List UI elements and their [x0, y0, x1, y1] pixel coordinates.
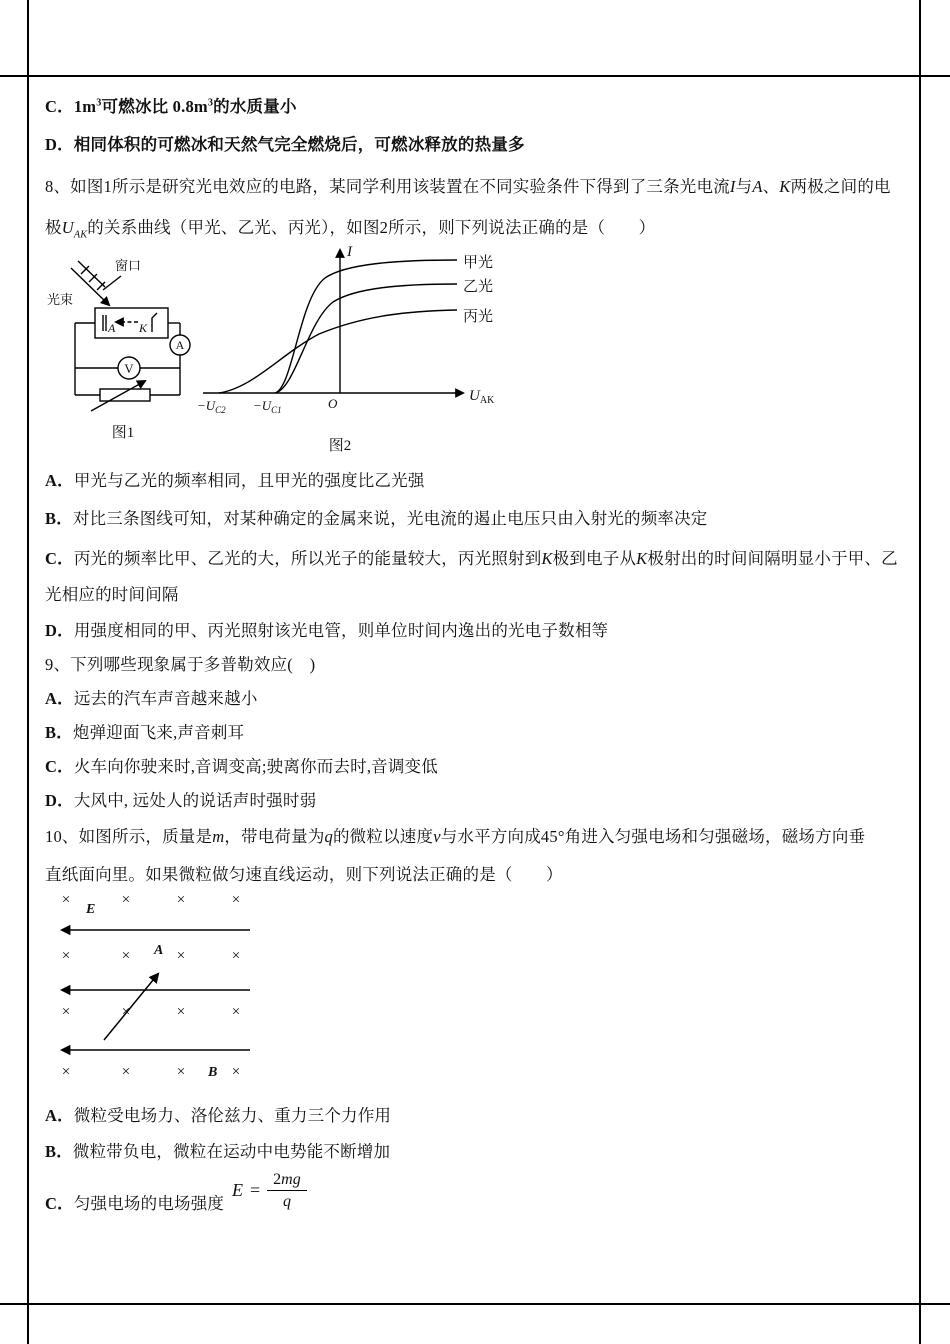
text-segment: 3 — [207, 97, 214, 109]
cross-icon: × — [176, 892, 186, 908]
text-segment: 甲光与乙光的频率相同，且甲光的强度比乙光强 — [73, 471, 425, 490]
text-segment: 极 — [45, 218, 62, 237]
option-c-prev — [45, 96, 297, 118]
point-a-label: A — [154, 943, 164, 958]
q8-option-a — [45, 470, 425, 492]
curve-yi — [275, 284, 457, 393]
text-segment: B． — [45, 723, 73, 742]
text-segment: B． — [45, 1142, 73, 1161]
cross-icon: × — [176, 1064, 186, 1080]
page-border-top — [0, 75, 950, 77]
cross-icon: × — [121, 1004, 131, 1020]
figure-2-caption: 图2 — [328, 438, 352, 454]
page-border-right — [919, 0, 921, 1344]
text-segment: 光相应的时间间隔 — [45, 585, 179, 604]
text-segment: C． — [45, 97, 74, 116]
q8-option-c-line-1 — [45, 548, 898, 570]
ammeter-label: A — [175, 338, 185, 352]
figure-1-caption: 图1 — [111, 425, 135, 441]
q9-option-a — [45, 688, 258, 710]
tick-uc1: $-U_{C1}$ — [253, 398, 282, 415]
cross-icon: × — [231, 1004, 241, 1020]
text-segment: D． — [45, 791, 74, 810]
cross-icon: × — [121, 1064, 131, 1080]
formula-numerator — [267, 1170, 307, 1191]
text-segment: 对比三条图线可知，对某种确定的金属来说，光电流的遏止电压只由入射光的频率决定 — [72, 509, 708, 528]
q10-option-c — [45, 1193, 224, 1215]
curve-jia — [275, 260, 457, 393]
graph-figure — [195, 240, 515, 465]
text-segment: 8、如图1所示是研究光电效应的电路，某同学利用该装置在不同实验条件下得到了三条光电流 — [45, 177, 730, 196]
text-segment: I — [729, 177, 736, 196]
text-segment: B． — [45, 509, 73, 528]
q8-option-d — [45, 620, 608, 642]
q8-option-c-line-2 — [45, 584, 179, 606]
q8-option-b — [45, 508, 708, 530]
text-segment: 1m — [73, 97, 97, 116]
page-border-bottom — [0, 1303, 950, 1305]
text-segment: A． — [45, 689, 74, 708]
text-segment: 大风中, 远处人的说话声时强时弱 — [73, 791, 317, 810]
question-9-stem — [45, 654, 315, 676]
formula-fraction — [267, 1170, 307, 1211]
cross-icon: × — [61, 1004, 71, 1020]
e-field-label: E — [86, 902, 96, 917]
text-segment: 9、下列哪些现象属于多普勒效应( ) — [45, 655, 316, 674]
text-segment: m — [212, 827, 225, 846]
text-segment: 微粒受电场力、洛伦兹力、重力三个力作用 — [73, 1106, 392, 1125]
curve-label-jia: 甲光 — [463, 255, 494, 271]
text-segment: 3 — [96, 97, 102, 109]
q10-option-a — [45, 1105, 391, 1127]
tick-uc2: $-U_{C2}$ — [197, 398, 226, 415]
question-10-stem-line-2 — [45, 864, 563, 886]
page-border-left — [27, 0, 29, 1344]
text-segment: D． — [45, 135, 74, 154]
text-segment: 火车向你驶来时,音调变高;驶离你而去时,音调变低 — [73, 757, 438, 776]
text-segment: 微粒带负电，微粒在运动中电势能不断增加 — [72, 1142, 391, 1161]
text-segment: 的关系曲线（甲光、乙光、丙光），如图2所示，则下列说法正确的是（ ） — [87, 218, 656, 237]
formula-lhs: E — [232, 1180, 243, 1201]
text-segment: U — [61, 218, 74, 237]
text-segment: mg — [281, 1171, 301, 1188]
window-pointer-line — [103, 276, 121, 290]
q9-option-b — [45, 722, 244, 744]
question-10-stem-line-1 — [45, 826, 865, 848]
rheostat-slider-arrow — [91, 381, 145, 411]
text-segment: 远去的汽车声音越来越小 — [73, 689, 258, 708]
text-segment: A． — [45, 471, 74, 490]
text-segment: A． — [45, 1106, 74, 1125]
text-segment: 用强度相同的甲、丙光照射该光电管，则单位时间内逸出的光电子数相等 — [73, 621, 609, 640]
text-segment: D． — [45, 621, 74, 640]
rheostat — [100, 389, 150, 401]
q10-option-b — [45, 1141, 390, 1163]
text-segment: 、 — [762, 177, 780, 196]
field-strength-formula — [232, 1170, 307, 1211]
question-8-stem-line-1 — [45, 176, 891, 198]
cathode-plate — [152, 313, 157, 332]
window-label: 窗口 — [115, 258, 142, 273]
text-segment: K — [636, 549, 648, 568]
text-segment: 丙光的频率比甲、乙光的大，所以光子的能量较大，丙光照射到 — [73, 549, 542, 568]
light-beam-arrow — [71, 268, 109, 305]
text-segment: 10、如图所示，质量是 — [45, 827, 213, 846]
beam-label: 光束 — [47, 292, 74, 307]
question-8-stem-line-2 — [45, 217, 655, 242]
text-segment: q — [282, 1193, 291, 1211]
text-segment: 炮弹迎面飞来,声音刺耳 — [72, 723, 245, 742]
cathode-label: K — [139, 321, 148, 335]
voltmeter-label: V — [124, 361, 134, 376]
option-d-prev — [45, 134, 525, 156]
formula-denominator — [283, 1191, 291, 1211]
curve-label-bing: 丙光 — [463, 309, 494, 325]
cross-icon: × — [61, 1064, 71, 1080]
point-b-label: B — [208, 1065, 218, 1080]
text-segment: 两极之间的电 — [790, 177, 891, 196]
text-segment: q — [324, 827, 333, 846]
cross-icon: × — [121, 892, 131, 908]
text-segment: 2 — [273, 1171, 282, 1188]
cross-icon: × — [61, 948, 71, 964]
velocity-arrow — [104, 974, 158, 1040]
formula-equals: = — [250, 1180, 261, 1201]
text-segment: 可燃冰比 0.8m — [101, 97, 208, 116]
cross-icon: × — [231, 1064, 241, 1080]
origin-label: O — [328, 396, 338, 411]
field-figure — [48, 886, 278, 1096]
anode-label: A — [108, 321, 116, 335]
cross-icon: × — [61, 892, 71, 908]
cross-icon: × — [231, 948, 241, 964]
light-beam-edge — [78, 261, 105, 287]
text-segment: 匀强电场的电场强度 — [73, 1194, 225, 1213]
text-segment: A — [752, 177, 763, 196]
x-axis-label: $U_{AK}$ — [469, 388, 495, 406]
text-segment: 极到电子从 — [552, 549, 637, 568]
text-segment: 极射出的时间间隔明显小于甲、乙 — [647, 549, 898, 568]
cross-icon: × — [121, 948, 131, 964]
curve-label-yi: 乙光 — [463, 279, 494, 295]
q9-option-c — [45, 756, 438, 778]
y-axis-label: I — [347, 244, 352, 260]
text-segment: 与 — [735, 177, 753, 196]
text-segment: C． — [45, 1194, 74, 1213]
q9-option-d — [45, 790, 316, 812]
text-segment: 的水质量小 — [213, 97, 297, 116]
text-segment: K — [779, 177, 791, 196]
text-segment: 与水平方向成45°角进入匀强电场和匀强磁场，磁场方向垂 — [440, 827, 866, 846]
text-segment: C． — [45, 757, 74, 776]
circuit-figure — [45, 252, 220, 452]
cross-icon: × — [231, 892, 241, 908]
text-segment: K — [541, 549, 553, 568]
text-segment: 直纸面向里。如果微粒做匀速直线运动，则下列说法正确的是（ ） — [45, 865, 563, 884]
text-segment: 的微粒以速度 — [332, 827, 434, 846]
cross-icon: × — [176, 948, 186, 964]
text-segment: 相同体积的可燃冰和天然气完全燃烧后，可燃冰释放的热量多 — [73, 135, 525, 154]
curve-bing — [219, 310, 457, 393]
cross-icon: × — [176, 1004, 186, 1020]
text-segment: ，带电荷量为 — [224, 827, 325, 846]
text-segment: C． — [45, 549, 74, 568]
text-segment: v — [433, 827, 441, 846]
text-segment: AK — [73, 229, 88, 241]
